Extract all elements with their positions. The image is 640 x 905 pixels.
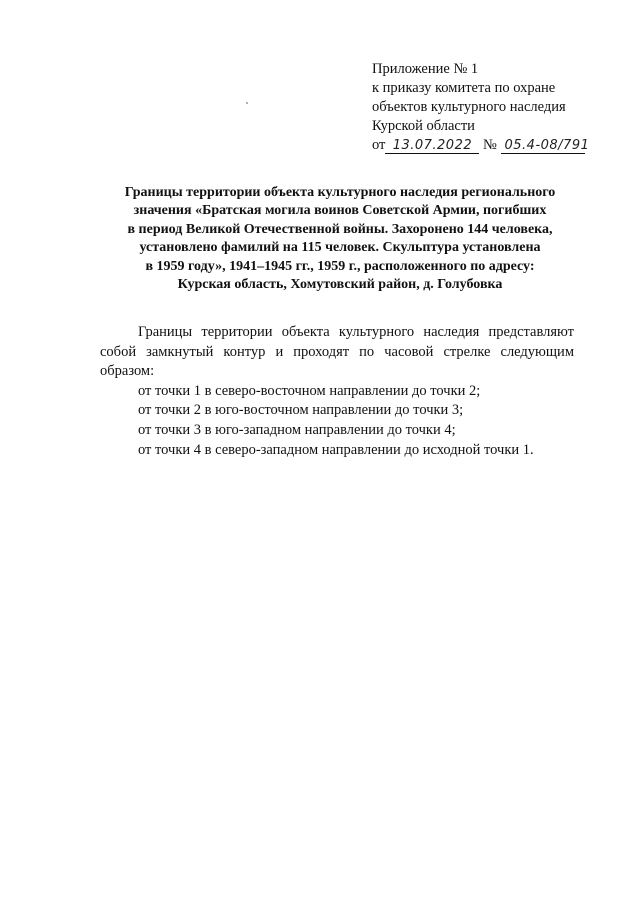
title-line: Курская область, Хомутовский район, д. Голубовка [177,277,503,293]
document-body [100,323,574,461]
appendix-order-ref: к приказу комитета по охране [372,80,556,96]
appendix-committee: объектов культурного наследия [372,99,566,115]
title-line: в 1959 году», 1941–1945 гг., 1959 г., расположенного по адресу: [145,258,535,274]
handwritten-order-number: 05.4-08/791 [501,138,585,154]
number-prefix: № [483,137,497,153]
appendix-region: Курской области [372,118,475,134]
appendix-number: Приложение № 1 [372,61,479,77]
intro-paragraph: Границы территории объекта культурного наследия представляют собой замкнутый контур и проходят по часовой стрелке следующим образом: [100,324,574,379]
boundary-segment-item: от точки 1 в северо-восточном направлении до точки 2; [138,382,481,399]
title-line: установлено фамилий на 115 человек. Скульптура установлена [139,240,541,256]
handwritten-date: 13.07.2022 [385,138,479,154]
boundary-segment-item: от точки 4 в северо-западном направлении до исходной точки 1. [138,441,534,458]
scan-speck [246,102,248,104]
appendix-header [372,60,612,155]
title-line: в период Великой Отечественной войны. Захоронено 144 человека, [127,221,553,237]
title-line: значения «Братская могила воинов Советской Армии, погибших [133,203,547,219]
document-title [80,184,600,294]
date-prefix: от [372,137,386,153]
boundary-segment-item: от точки 3 в юго-западном направлении до точки 4; [138,422,456,439]
title-line: Границы территории объекта культурного наследия регионального [124,185,556,200]
boundary-segment-item: от точки 2 в юго-восточном направлении до точки 3; [138,402,464,419]
order-date-line [372,136,612,155]
